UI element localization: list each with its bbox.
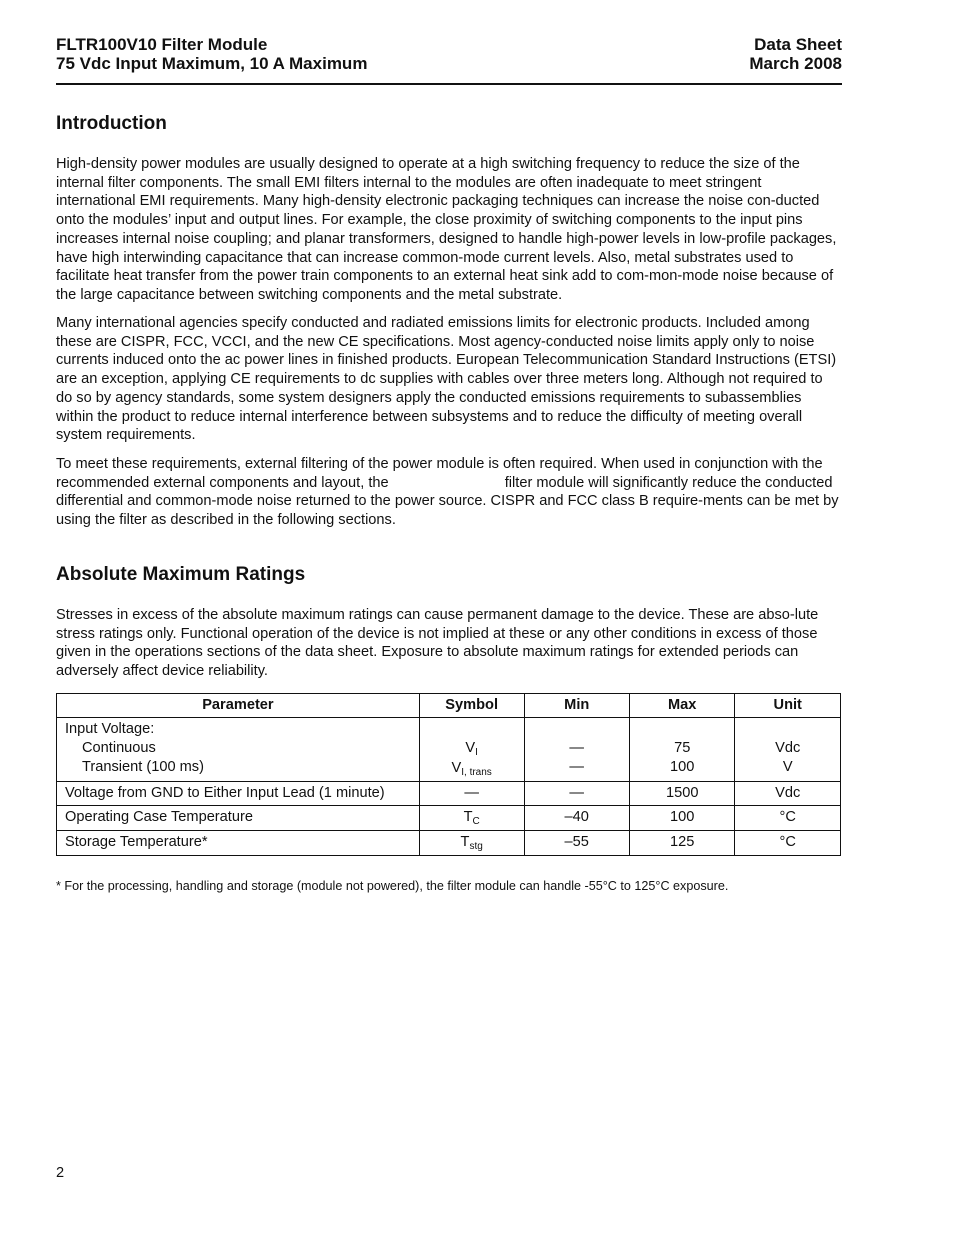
header-meta-block — [749, 35, 842, 73]
transient-unit: V — [782, 759, 793, 775]
column-header-parameter: Parameter — [57, 694, 420, 718]
continuous-parameter: Continuous — [82, 740, 156, 756]
table-row-case-temperature — [57, 806, 841, 831]
case-temp-min: –40 — [524, 806, 629, 831]
case-temp-max: 100 — [629, 806, 735, 831]
gnd-voltage-parameter: Voltage from GND to Either Input Lead (1 minute) — [57, 782, 420, 806]
introduction-heading: Introduction — [56, 113, 167, 134]
column-header-max: Max — [629, 694, 735, 718]
case-temp-symbol: $T_C$ — [419, 806, 524, 831]
gnd-voltage-unit: Vdc — [735, 782, 841, 806]
ratings-paragraph: Stresses in excess of the absolute maximum ratings can cause permanent damage to the device. These are abso-lute stress ratings only. Functional operation of the device is not implied at these or any other conditions in excess of those given in the operations sections of the data sheet. Exposure to absolute maximum ratings for extended periods can adversely affect device reliability. — [56, 607, 819, 680]
introduction-paragraph-3-end: filter module will significantly reduce the conducted differential and common-mode noise returned to the power source. CISPR and FCC class B require-ments can be met by using the filter as described in the following sections. — [56, 474, 839, 529]
input-voltage-max-cell — [629, 718, 735, 782]
continuous-min: — — [569, 740, 585, 756]
storage-footnote: * For the processing, handling and storage (module not powered), the filter module can handle -55°C to 125°C exposure. — [56, 879, 729, 893]
continuous-unit: Vdc — [775, 740, 801, 756]
case-temp-unit: °C — [735, 806, 841, 831]
introduction-paragraph-1: High-density power modules are usually designed to operate at a high switching frequency to reduce the size of the internal filter components. The small EMI filters internal to the modules are often inadequate to meet stringent international EMI requirements. Many high-density electronic packaging techniques can increase the noise con-ducted onto the modules’ input and output lines. For example, the close proximity of switching components to the input pins increases internal noise coupling; and planar transformers, designed to handle high-power levels in low-profile packages, have high interwinding capacitance that can increase common-mode current levels. Also, metal substrates used to facilitate heat transfer from the power train components to an external heat sink add to com-mon-mode noise because of the large capacitance between switching components and the metal substrate. — [56, 156, 837, 303]
header-title-line1: FLTR100V10 Filter Module — [56, 35, 268, 54]
page-header — [56, 35, 842, 85]
introduction-paragraph-2: Many international agencies specify conducted and radiated emissions limits for electronic products. Included among these are CISPR, FCC, VCCI, and the new CE specifications. Most agency-conducted noise limits apply only to noise currents induced onto the ac power lines in finished products. European Telecommunication Standard Instructions (ETSI) are an exception, applying CE requirements to dc supplies with cables over three meters long. Although not required to do so by agency standards, some system designers apply the conducted emissions requirements to subassemblies within the product to reduce internal interference between subsystems and to reduce the difficulty of meeting overall system requirements. — [56, 315, 837, 444]
introduction-paragraph-3-start: To meet these requirements, external filtering of the power module is often required. When used in conjunction with the recommended external components and layout, the — [56, 456, 823, 491]
continuous-max: 75 — [674, 740, 691, 756]
gnd-voltage-min: — — [524, 782, 629, 806]
continuous-symbol: $V_I$ — [465, 740, 478, 758]
header-title-line2: 75 Vdc Input Maximum, 10 A Maximum — [56, 54, 368, 73]
table-row-storage-temperature — [57, 831, 841, 856]
column-header-min: Min — [524, 694, 629, 718]
table-header-row — [57, 694, 841, 718]
input-voltage-parameter-cell — [57, 718, 420, 782]
gnd-voltage-symbol: — — [419, 782, 524, 806]
header-date: March 2008 — [749, 54, 842, 73]
header-doc-type: Data Sheet — [754, 35, 842, 54]
table-row-gnd-voltage — [57, 782, 841, 806]
input-voltage-min-cell — [524, 718, 629, 782]
storage-temp-max: 125 — [629, 831, 735, 856]
column-header-symbol: Symbol — [419, 694, 524, 718]
storage-temp-parameter: Storage Temperature* — [57, 831, 420, 856]
input-voltage-unit-cell — [735, 718, 841, 782]
ratings-heading: Absolute Maximum Ratings — [56, 564, 306, 585]
transient-symbol: $V_{I, trans}$ — [451, 760, 492, 778]
case-temp-parameter: Operating Case Temperature — [57, 806, 420, 831]
table-row-input-voltage — [57, 718, 841, 782]
absolute-maximum-ratings-table — [56, 693, 841, 856]
storage-temp-unit: °C — [735, 831, 841, 856]
input-voltage-symbol-cell — [419, 718, 524, 782]
header-title-block — [56, 35, 367, 73]
input-voltage-label: Input Voltage: — [65, 721, 155, 737]
transient-max: 100 — [670, 759, 695, 775]
transient-parameter: Transient (100 ms) — [82, 759, 204, 775]
page-number: 2 — [56, 1165, 65, 1181]
column-header-unit: Unit — [735, 694, 841, 718]
storage-temp-symbol: $T_{stg}$ — [419, 831, 524, 856]
transient-min: — — [569, 759, 585, 775]
storage-temp-min: –55 — [524, 831, 629, 856]
introduction-paragraph-3 — [56, 455, 842, 530]
gnd-voltage-max: 1500 — [629, 782, 735, 806]
